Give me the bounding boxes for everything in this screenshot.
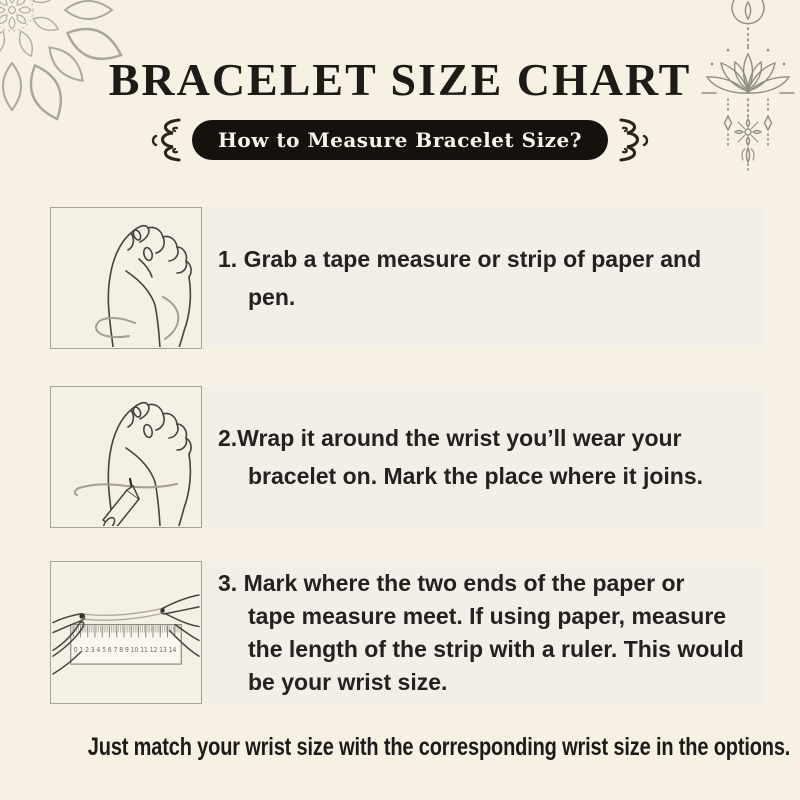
step2-text [218,419,800,495]
step3-text [218,567,800,699]
step3-line-2: tape measure meet. If using paper, measure [248,602,727,629]
step2-illustration-box [50,386,202,528]
step3-line-1: 3. Mark where the two ends of the paper or [218,569,685,596]
hands-with-ruler-icon [51,563,201,702]
ruler-numbers: 0 1 2 3 4 5 6 7 8 9 10 11 12 13 14 [73,646,177,655]
step3-line-4: be your wrist size. [248,668,448,695]
step1-line-1: 1. Grab a tape measure or strip of paper and [218,246,702,272]
step-row-1 [50,207,800,349]
step1-illustration-box [50,207,202,349]
hand-marking-with-pen-icon [51,388,201,526]
swirl-left-icon [148,117,182,163]
page-title: BRACELET SIZE CHART [108,54,692,105]
hand-with-tape-icon [51,209,201,347]
step3-line-3: the length of the strip with a ruler. This would [248,635,744,662]
footer-note-row [0,727,800,771]
step1-text [218,240,800,316]
badge-row [0,120,800,160]
step-row-2 [50,386,800,528]
step2-line-2: bracelet on. Mark the place where it joins. [248,463,704,489]
step2-line-1: 2.Wrap it around the wrist you’ll wear your [218,425,682,451]
step3-illustration-box [50,561,202,704]
step1-line-2: pen. [248,284,296,310]
swirl-right-icon [618,117,652,163]
footer-note: Just match your wrist size with the corresponding wrist size in the options. [87,733,791,761]
subtitle-badge: How to Measure Bracelet Size? [192,120,608,160]
step-row-3 [50,561,800,704]
